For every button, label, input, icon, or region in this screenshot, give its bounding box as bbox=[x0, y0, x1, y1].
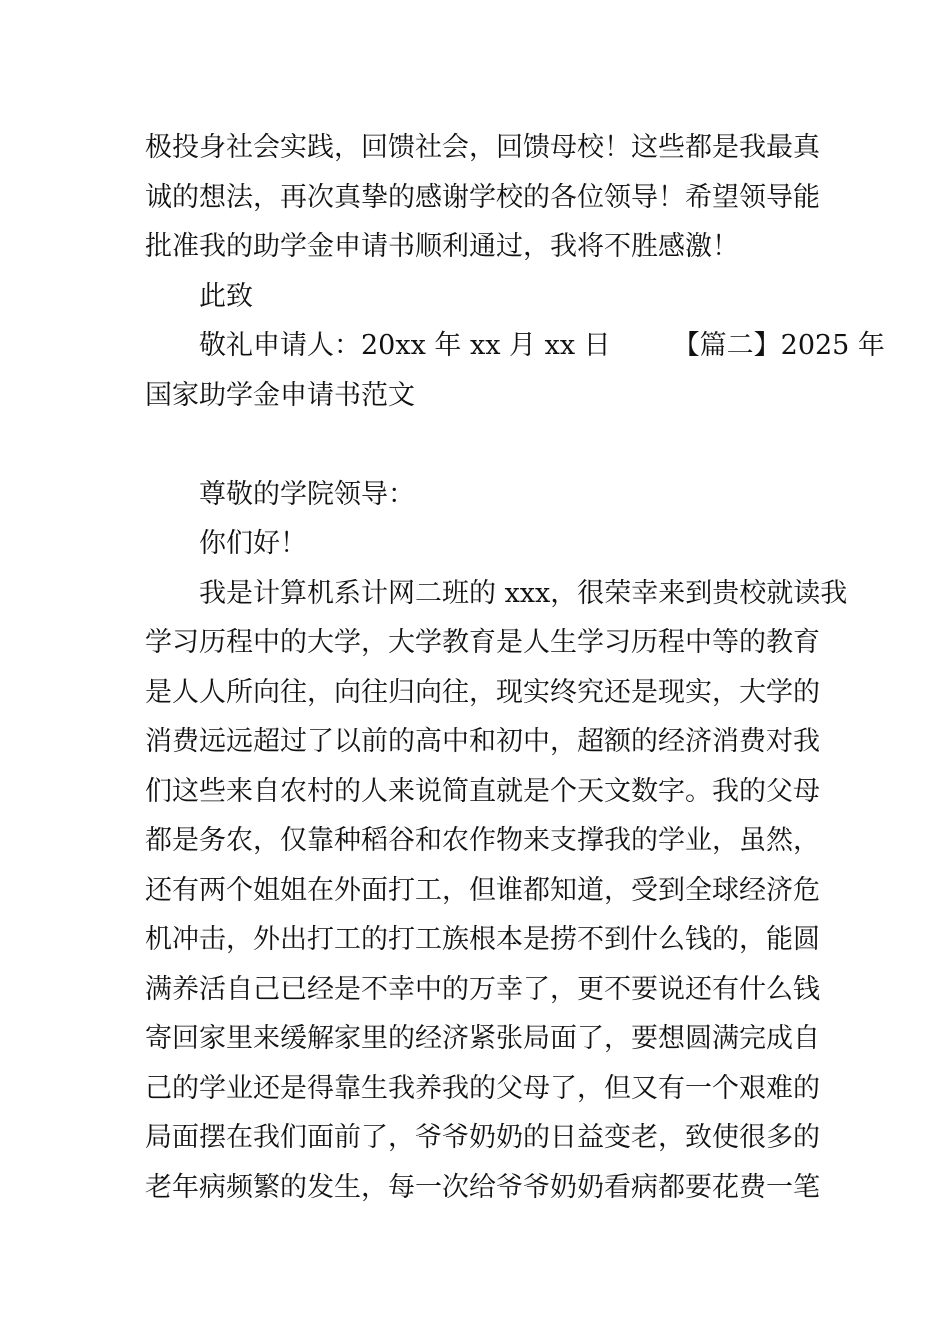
paragraph-line: 机冲击，外出打工的打工族根本是捞不到什么钱的，能圆 bbox=[145, 924, 820, 955]
paragraph-line: 都是务农，仅靠种稻谷和农作物来支撑我的学业，虽然， bbox=[145, 825, 820, 856]
blank-line bbox=[145, 420, 807, 470]
paragraph-line: 批准我的助学金申请书顺利通过，我将不胜感激！ bbox=[145, 231, 739, 262]
paragraph-line: 学习历程中的大学，大学教育是人生学习历程中等的教育 bbox=[145, 627, 820, 658]
paragraph-line: 寄回家里来缓解家里的经济紧张局面了，要想圆满完成自 bbox=[145, 1023, 820, 1054]
section-heading-start: 【篇二】2025 年 bbox=[672, 330, 885, 361]
paragraph-line: 满养活自己已经是不幸中的万幸了，更不要说还有什么钱 bbox=[145, 973, 820, 1005]
hello-line: 你们好！ bbox=[199, 528, 307, 559]
section-heading-end: 国家助学金申请书范文 bbox=[145, 379, 415, 411]
document-body bbox=[145, 123, 885, 1212]
salutation-close: 此致 bbox=[199, 280, 253, 312]
paragraph-line: 老年病频繁的发生，每一次给爷爷奶奶看病都要花费一笔 bbox=[145, 1171, 820, 1203]
paragraph-line: 我是计算机系计网二班的 xxx，很荣幸来到贵校就读我 bbox=[199, 577, 848, 609]
paragraph-line: 们这些来自农村的人来说简直就是个天文数字。我的父母 bbox=[145, 775, 820, 807]
paragraph-line: 局面摆在我们面前了，爷爷奶奶的日益变老，致使很多的 bbox=[145, 1122, 820, 1153]
signature-and-heading-line bbox=[145, 321, 885, 371]
paragraph-line: 诚的想法，再次真挚的感谢学校的各位领导！希望领导能 bbox=[145, 181, 820, 213]
signature-line: 敬礼申请人：20xx 年 xx 月 xx 日 bbox=[199, 330, 611, 361]
paragraph-line: 还有两个姐姐在外面打工，但谁都知道，受到全球经济危 bbox=[145, 874, 820, 906]
paragraph-line: 极投身社会实践，回馈社会，回馈母校！这些都是我最真 bbox=[145, 132, 820, 163]
paragraph-line: 是人人所向往，向往归向往，现实终究还是现实，大学的 bbox=[145, 676, 820, 708]
paragraph-line: 消费远远超过了以前的高中和初中，超额的经济消费对我 bbox=[145, 726, 820, 757]
greeting: 尊敬的学院领导： bbox=[199, 478, 415, 510]
paragraph-line: 己的学业还是得靠生我养我的父母了，但又有一个艰难的 bbox=[145, 1072, 820, 1104]
